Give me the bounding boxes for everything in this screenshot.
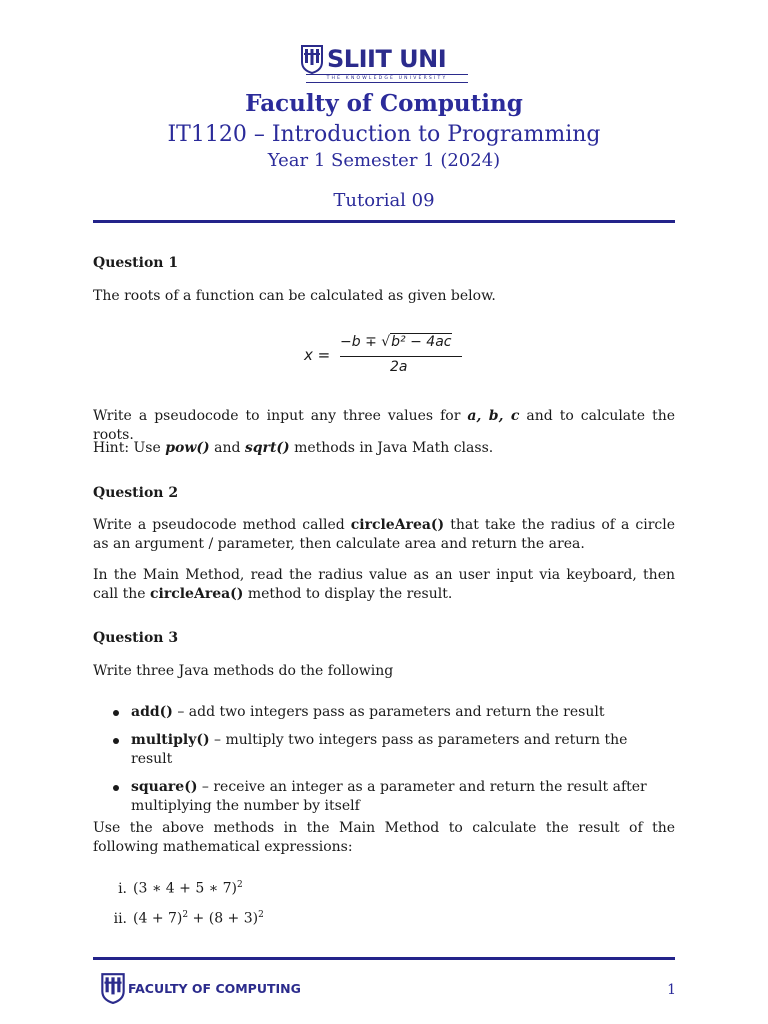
question-3-intro: Write three Java methods do the following xyxy=(93,663,394,679)
list-item xyxy=(113,778,673,816)
expression-number: i. xyxy=(118,880,127,897)
question-3-use-text: Use the above methods in the Main Method to calculate the result of the following mathematical expressions: xyxy=(93,820,675,855)
expression-item xyxy=(105,910,264,927)
university-crest-icon xyxy=(300,44,324,74)
q2-p2-text-end: method to display the result. xyxy=(243,586,453,602)
quadratic-formula xyxy=(300,334,470,378)
expression-exponent-2: 2 xyxy=(258,910,264,920)
hint-and: and xyxy=(209,440,245,456)
formula-radicand: b² − 4ac xyxy=(391,334,452,350)
page-number: 1 xyxy=(667,982,676,998)
method-name: multiply() xyxy=(131,732,210,748)
footer-logo-text: FACULTY OF COMPUTING xyxy=(128,980,301,996)
fraction-bar xyxy=(340,356,462,357)
footer-rule xyxy=(93,957,675,960)
method-description: – multiply two integers pass as parameters and return the result xyxy=(131,732,628,767)
task-variables: a, b, c xyxy=(467,408,520,424)
expression-text-2: + (8 + 3) xyxy=(188,910,259,927)
method-description: – add two integers pass as parameters and return the result xyxy=(172,704,605,720)
method-name: square() xyxy=(131,779,198,795)
q2-p1-text-end: that take the radius of a circle as an argument / parameter, then calculate area and return the area. xyxy=(93,517,675,552)
question-2-paragraph-2 xyxy=(93,566,675,604)
task-text: Write a pseudocode to input any three values for xyxy=(93,408,468,424)
hint-pow: pow() xyxy=(165,440,210,456)
logo-wordmark: SLIIT UNI xyxy=(327,45,447,73)
q2-p1-text: Write a pseudocode method called xyxy=(93,517,351,533)
method-name: add() xyxy=(131,704,173,720)
formula-denominator: 2a xyxy=(390,359,408,375)
q2-p2-text: In the Main Method, read the radius value as an user input via keyboard, then call the xyxy=(93,567,675,602)
sliit-logo xyxy=(300,44,470,84)
hint-text: Hint: Use xyxy=(93,440,166,456)
question-3-title: Question 3 xyxy=(93,630,179,646)
method-description: – receive an integer as a parameter and return the result after multiplying the number by itself xyxy=(131,779,647,814)
course-title: IT1120 – Introduction to Programming xyxy=(167,122,601,147)
expression-text: (3 ∗ 4 + 5 ∗ 7) xyxy=(133,880,238,897)
expression-text: (4 + 7) xyxy=(133,910,183,927)
tutorial-title: Tutorial 09 xyxy=(333,190,435,211)
question-1-title: Question 1 xyxy=(93,255,179,271)
faculty-title: Faculty of Computing xyxy=(245,90,523,117)
list-item xyxy=(113,731,673,769)
task-text-end: and to calculate the roots. xyxy=(93,408,675,443)
q2-p2-method: circleArea() xyxy=(149,586,244,602)
question-2-title: Question 2 xyxy=(93,485,179,501)
bullet-icon xyxy=(113,785,119,791)
bullet-icon xyxy=(113,710,119,716)
hint-sqrt: sqrt() xyxy=(244,440,290,456)
header-rule xyxy=(93,220,675,223)
q2-p1-method: circleArea() xyxy=(350,517,445,533)
expression-exponent: 2 xyxy=(182,910,189,920)
question-1-hint xyxy=(93,439,675,458)
formula-numerator xyxy=(340,334,452,350)
formula-numerator-prefix: −b ∓ xyxy=(340,334,382,350)
logo-tagline: THE KNOWLEDGE UNIVERSITY xyxy=(306,74,468,83)
university-crest-icon xyxy=(100,972,126,1004)
expression-exponent: 2 xyxy=(237,880,243,890)
hint-text-end: methods in Java Math class. xyxy=(289,440,494,456)
bullet-icon xyxy=(113,738,119,744)
footer-logo xyxy=(100,972,301,1004)
expression-number: ii. xyxy=(113,910,127,927)
expression-item xyxy=(105,880,243,897)
methods-list xyxy=(113,703,673,825)
sqrt-sign: √ xyxy=(381,334,391,350)
formula-lhs: x = xyxy=(304,346,331,364)
year-semester: Year 1 Semester 1 (2024) xyxy=(267,150,501,171)
question-1-intro: The roots of a function can be calculated as given below. xyxy=(93,288,496,304)
list-item xyxy=(113,703,673,722)
question-2-paragraph-1 xyxy=(93,516,675,554)
